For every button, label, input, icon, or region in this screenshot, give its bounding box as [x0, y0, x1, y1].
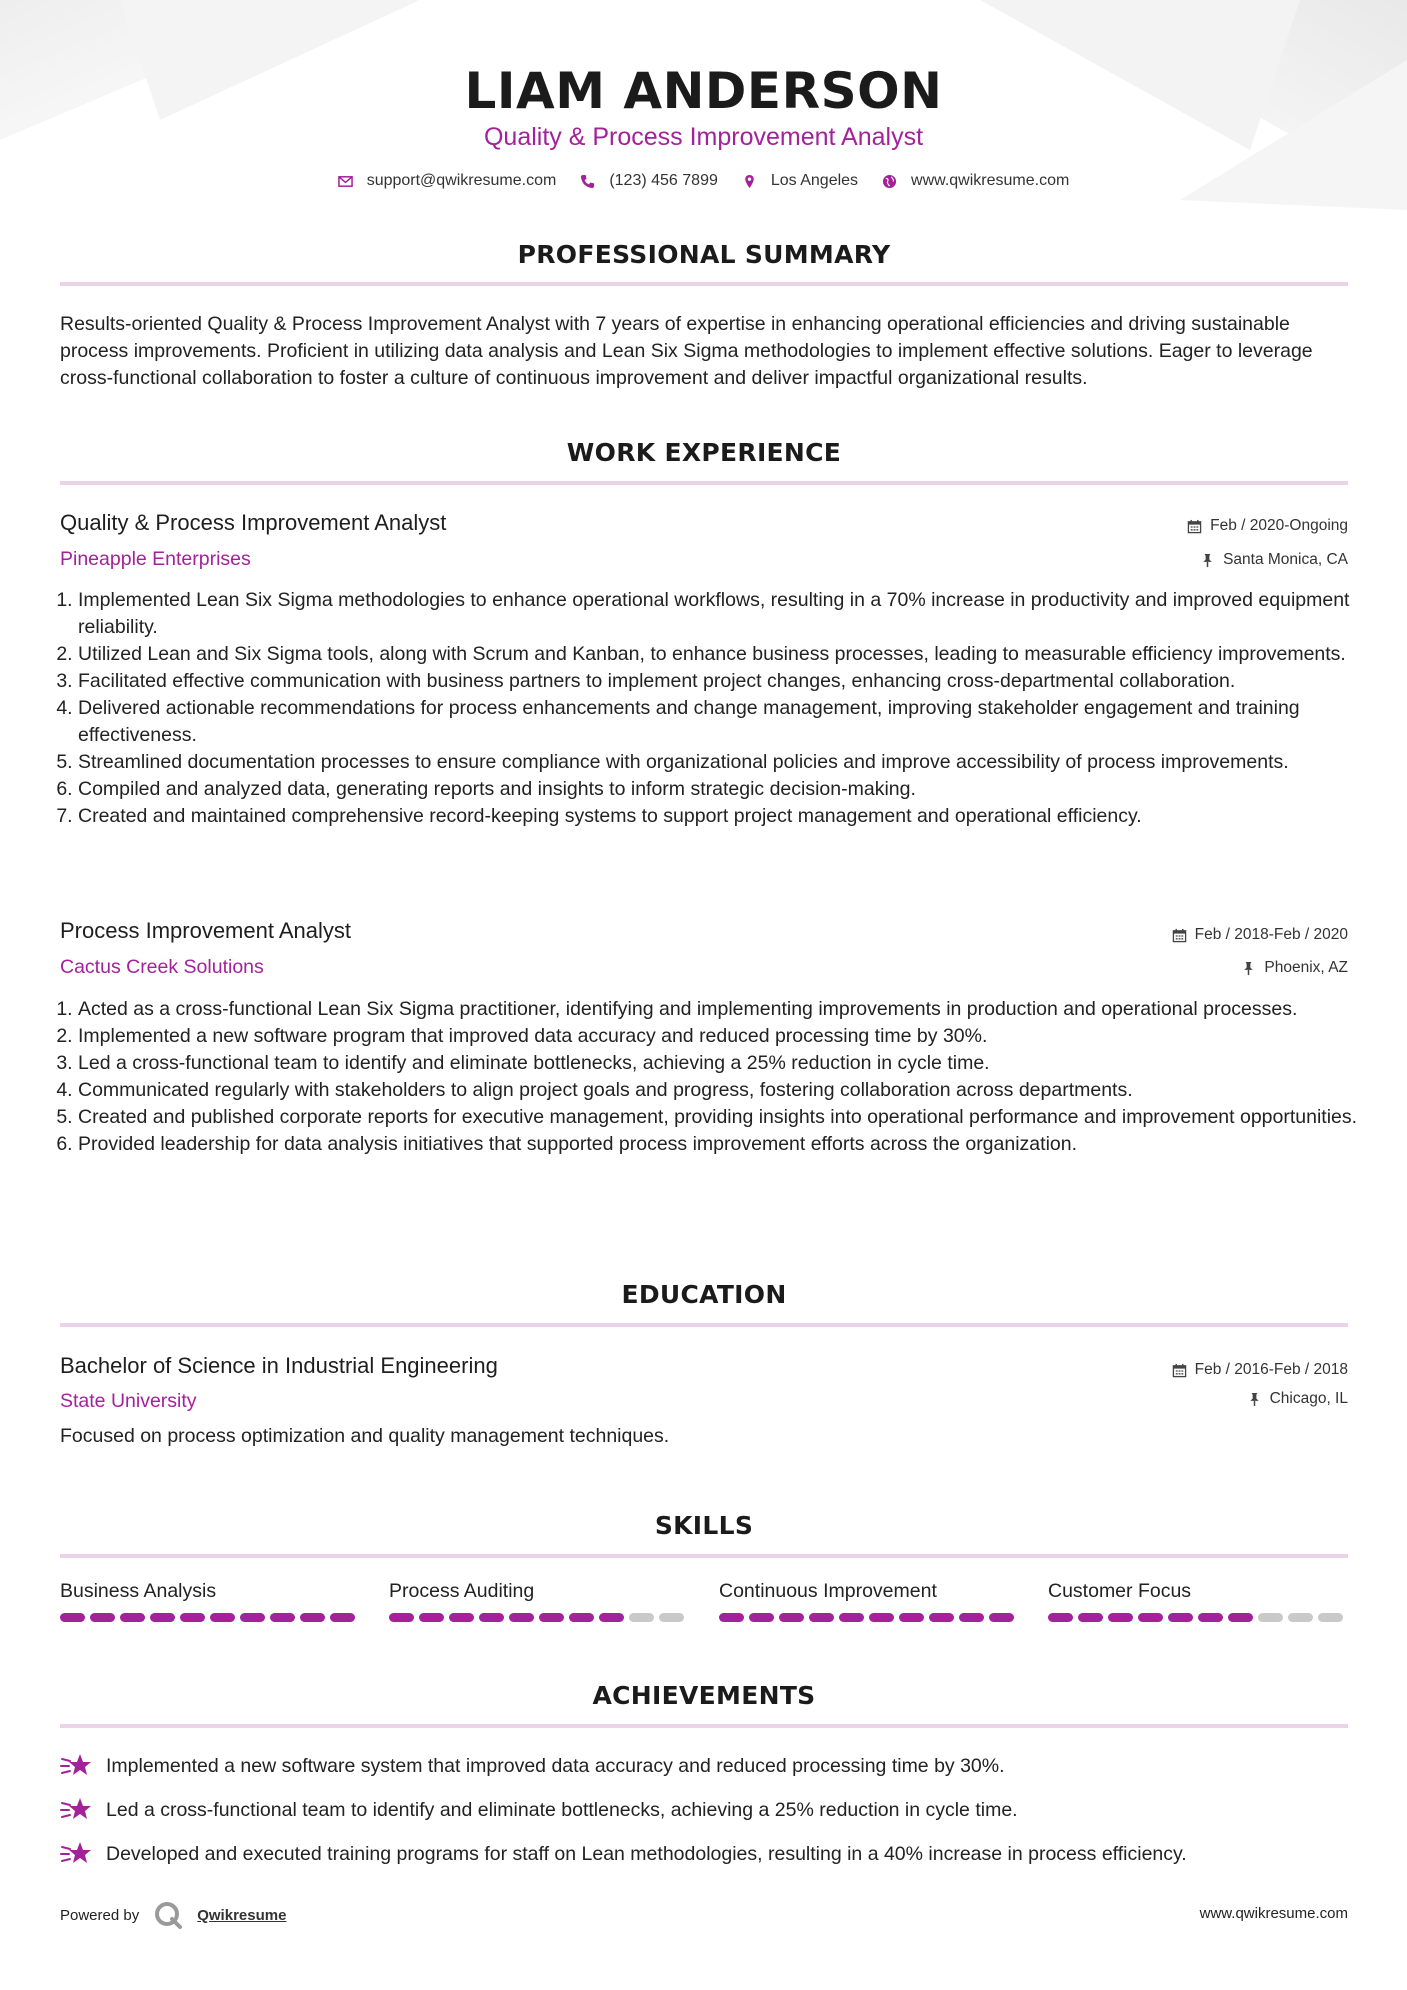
phone-icon [580, 174, 595, 189]
stars-icon [60, 1840, 92, 1868]
list-item: 6. Provided leadership for data analysis initiatives that supported process improvement efforts across the organization. [78, 1131, 1368, 1158]
skill-level-dot [869, 1613, 894, 1622]
skill-level-dot [180, 1613, 205, 1622]
globe-icon [882, 174, 897, 189]
list-item: 1. Acted as a cross-functional Lean Six Sigma practitioner, identifying and implementing improvements in production and operational processes. [78, 996, 1368, 1023]
skill-level-dot [1168, 1613, 1193, 1622]
education-location [1247, 1388, 1348, 1410]
school-name: State University [60, 1390, 197, 1412]
footer-website[interactable]: www.qwikresume.com [1199, 1905, 1348, 1922]
achievement-item [60, 1840, 1350, 1868]
section-divider [60, 1554, 1348, 1558]
skill-level-dot [1288, 1613, 1313, 1622]
skill-level-dot [60, 1613, 85, 1622]
powered-by-label: Powered by [60, 1906, 140, 1924]
list-item: 3. Led a cross-functional team to identify and eliminate bottlenecks, achieving a 25% reduction in cycle time. [78, 1050, 1368, 1077]
skill-level-dot [749, 1613, 774, 1622]
job-dates-text: Feb / 2020-Ongoing [1210, 517, 1348, 534]
skill-level-dot [150, 1613, 175, 1622]
phone-text: (123) 456 7899 [609, 172, 718, 189]
list-item: 1. Implemented Lean Six Sigma methodologies to enhance operational workflows, resulting in a 70% increase in productivity and improved equipment reliability. [78, 587, 1368, 641]
section-divider [60, 1724, 1348, 1728]
list-item: 2. Utilized Lean and Six Sigma tools, along with Scrum and Kanban, to enhance business processes, leading to measurable efficiency improvements. [78, 641, 1368, 668]
list-item: 6. Compiled and analyzed data, generating reports and insights to inform strategic decision-making. [78, 776, 1368, 803]
job-bullets [60, 587, 1368, 830]
list-item: 3. Facilitated effective communication with business partners to implement project changes, enhancing cross-departmental collaboration. [78, 668, 1368, 695]
skill-level-dot [389, 1613, 414, 1622]
website-text: www.qwikresume.com [911, 172, 1070, 189]
section-divider [60, 481, 1348, 485]
job-location [1241, 957, 1348, 979]
summary-text: Results-oriented Quality & Process Improvement Analyst with 7 years of expertise in enhancing operational efficiencies and driving sustainable process improvements. Proficient in utilizing data analysis and Lean Six Sigma methodologies to implement effective solutions. Eager to leverage cross-functional collaboration to foster a culture of continuous improvement and deliver impactful organizational results. [60, 313, 1313, 389]
skill-level-meter [389, 1613, 689, 1622]
education-dates-text: Feb / 2016-Feb / 2018 [1194, 1361, 1348, 1378]
job-dates [1187, 515, 1348, 537]
envelope-icon [338, 174, 353, 189]
candidate-name: LIAM ANDERSON [464, 62, 943, 120]
stars-icon [60, 1752, 92, 1780]
skill-name: Process Auditing [389, 1580, 535, 1602]
section-divider [60, 282, 1348, 286]
list-item: 2. Implemented a new software program that improved data accuracy and reduced processing time by 30%. [78, 1023, 1368, 1050]
skill-name: Continuous Improvement [719, 1580, 937, 1602]
skill-level-dot [1318, 1613, 1343, 1622]
skill-level-dot [659, 1613, 684, 1622]
skill-level-dot [1108, 1613, 1133, 1622]
calendar-icon [1172, 928, 1187, 943]
skill-level-dot [719, 1613, 744, 1622]
skill-level-dot [629, 1613, 654, 1622]
achievement-item [60, 1796, 1350, 1824]
skill-level-dot [120, 1613, 145, 1622]
skill-level-dot [449, 1613, 474, 1622]
skill-level-dot [270, 1613, 295, 1622]
skill-level-dot [479, 1613, 504, 1622]
contact-location [742, 172, 858, 190]
skill-level-dot [779, 1613, 804, 1622]
achievement-text: Developed and executed training programs for staff on Lean methodologies, resulting in a 40% increase in process efficiency. [106, 1843, 1187, 1865]
skill-level-dot [929, 1613, 954, 1622]
job-company: Cactus Creek Solutions [60, 956, 264, 978]
skill-item [1048, 1577, 1348, 1622]
list-item: 5. Streamlined documentation processes to ensure compliance with organizational policies and improve accessibility of process improvements. [78, 749, 1368, 776]
list-item: 7. Created and maintained comprehensive record-keeping systems to support project management and operational efficiency. [78, 803, 1368, 830]
skill-level-dot [1258, 1613, 1283, 1622]
job-title: Process Improvement Analyst [60, 918, 352, 943]
pushpin-icon [1241, 961, 1256, 976]
skill-level-meter [719, 1613, 1019, 1622]
skill-level-dot [599, 1613, 624, 1622]
achievement-item [60, 1752, 1350, 1780]
skill-level-dot [1198, 1613, 1223, 1622]
skill-level-dot [1228, 1613, 1253, 1622]
contact-website[interactable] [882, 172, 1069, 190]
job-company: Pineapple Enterprises [60, 548, 251, 570]
skill-level-meter [1048, 1613, 1348, 1622]
skill-level-dot [1048, 1613, 1073, 1622]
skill-item [719, 1577, 1019, 1622]
skill-level-dot [330, 1613, 355, 1622]
skill-item [389, 1577, 689, 1622]
job-bullets [60, 996, 1368, 1158]
education-dates [1172, 1359, 1348, 1381]
email-text: support@qwikresume.com [366, 172, 557, 189]
job-location [1200, 549, 1348, 571]
section-title-summary: PROFESSIONAL SUMMARY [517, 240, 891, 269]
skill-level-dot [959, 1613, 984, 1622]
list-item: 4. Delivered actionable recommendations for process enhancements and change management, improving stakeholder engagement and training effectiveness. [78, 695, 1368, 749]
contact-phone[interactable] [580, 172, 718, 190]
section-divider [60, 1323, 1348, 1327]
skill-level-dot [1078, 1613, 1103, 1622]
skill-level-dot [509, 1613, 534, 1622]
location-text: Los Angeles [770, 172, 859, 189]
contact-email[interactable] [338, 172, 557, 190]
section-title-achievements: ACHIEVEMENTS [592, 1681, 816, 1710]
skill-level-dot [419, 1613, 444, 1622]
calendar-icon [1172, 1363, 1187, 1378]
section-title-skills: SKILLS [654, 1511, 754, 1540]
job-dates-text: Feb / 2018-Feb / 2020 [1194, 926, 1348, 943]
list-item: 4. Communicated regularly with stakeholders to align project goals and progress, fostering collaboration across departments. [78, 1077, 1368, 1104]
skill-level-dot [569, 1613, 594, 1622]
skill-level-dot [240, 1613, 265, 1622]
section-title-education: EDUCATION [621, 1280, 787, 1309]
skill-name: Customer Focus [1048, 1580, 1192, 1602]
job-location-text: Santa Monica, CA [1223, 551, 1348, 568]
skill-level-meter [60, 1613, 360, 1622]
education-description: Focused on process optimization and quality management techniques. [60, 1425, 670, 1447]
pushpin-icon [1247, 1392, 1262, 1407]
qwikresume-link[interactable]: Qwikresume [197, 1906, 287, 1924]
section-title-experience: WORK EXPERIENCE [566, 438, 842, 467]
skill-item [60, 1577, 360, 1622]
candidate-role: Quality & Process Improvement Analyst [483, 123, 924, 151]
skill-level-dot [989, 1613, 1014, 1622]
contact-bar [0, 172, 1407, 190]
calendar-icon [1187, 519, 1202, 534]
skill-level-dot [539, 1613, 564, 1622]
degree-title: Bachelor of Science in Industrial Engineering [60, 1353, 498, 1378]
skill-level-dot [300, 1613, 325, 1622]
skill-level-dot [899, 1613, 924, 1622]
achievement-text: Implemented a new software system that improved data accuracy and reduced processing time by 30%. [106, 1755, 1005, 1777]
pushpin-icon [1200, 553, 1215, 568]
skill-level-dot [1138, 1613, 1163, 1622]
education-location-text: Chicago, IL [1269, 1390, 1348, 1407]
map-marker-icon [742, 174, 757, 189]
job-location-text: Phoenix, AZ [1264, 959, 1348, 976]
powered-by [60, 1900, 286, 1930]
job-title: Quality & Process Improvement Analyst [60, 510, 447, 535]
achievement-text: Led a cross-functional team to identify and eliminate bottlenecks, achieving a 25% reduction in cycle time. [106, 1799, 1018, 1821]
skill-level-dot [809, 1613, 834, 1622]
skill-level-dot [210, 1613, 235, 1622]
skill-level-dot [839, 1613, 864, 1622]
skill-level-dot [90, 1613, 115, 1622]
stars-icon [60, 1796, 92, 1824]
qwikresume-logo-icon [153, 1900, 183, 1930]
skill-name: Business Analysis [60, 1580, 217, 1602]
job-dates [1172, 924, 1348, 946]
list-item: 5. Created and published corporate reports for executive management, providing insights into operational performance and improvement opportunities. [78, 1104, 1368, 1131]
